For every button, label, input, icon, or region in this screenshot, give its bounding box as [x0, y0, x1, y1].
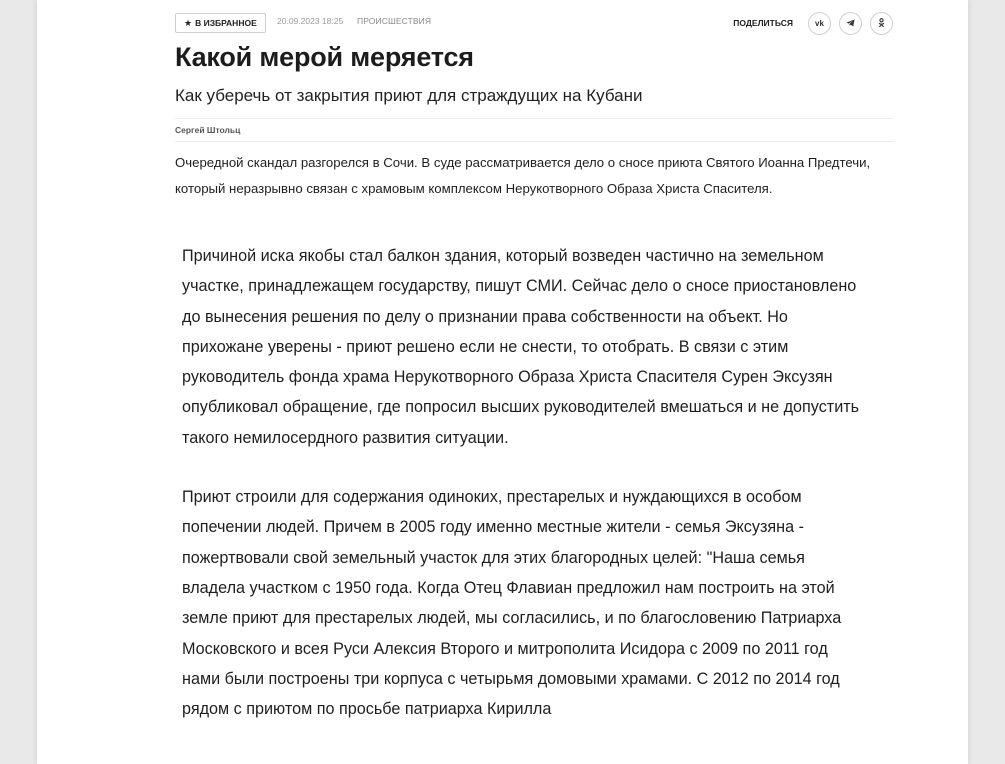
- favorites-label: В ИЗБРАННОЕ: [195, 18, 257, 28]
- share-block: [733, 11, 893, 35]
- vk-icon: vk: [815, 18, 824, 28]
- odnoklassniki-icon: [878, 18, 885, 28]
- article-paragraph: Приют строили для содержания одиноких, престарелых и нуждающихся в особом попечении людей. Причем в 2005 году именно местные жители - семья Эксузяна - пожертвовали свой земельный участок для этих благородных целей: "Наша семья владела участком с 1950 года. Когда Отец Флавиан предложил нам построить на этой земле приют для престарелых людей, мы согласились, и по благословению Патриарха Московского и всея Руси Алексия Второго и митрополита Исидора с 2009 по 2011 год нами были построены три корпуса с четырьмя домовыми храмами. С 2012 по 2014 год рядом с приютом по просьбе патриарха Кирилла: [182, 488, 842, 719]
- article-title: Какой мерой меряется: [175, 42, 474, 72]
- star-icon: ★: [184, 18, 193, 28]
- article-body: [182, 241, 862, 753]
- share-vk-button[interactable]: [808, 12, 831, 35]
- article-paragraph: Причиной иска якобы стал балкон здания, который возведен частично на земельном участке, принадлежащем государству, пишут СМИ. Сейчас дело о сносе приостановлено до вынесения решения по делу о признании права собственности на объект. Но прихожане уверены - приют решено если не снести, то отобрать. В связи с этим руководитель фонда храма Нерукотворного Образа Христа Спасителя Сурен Эксузян опубликовал обращение, где попросил высших руководителей вмешаться и не допустить такого немилосердного развития ситуации.: [182, 247, 860, 447]
- article-meta-bar: [175, 13, 893, 33]
- category-link[interactable]: ПРОИСШЕСТВИЯ: [357, 16, 432, 26]
- publish-date: 20.09.2023 18:25: [277, 16, 344, 26]
- article-page: [37, 0, 968, 764]
- telegram-icon: [846, 19, 855, 27]
- share-odnoklassniki-button[interactable]: [870, 12, 893, 35]
- share-label: ПОДЕЛИТЬСЯ: [733, 18, 793, 28]
- article-lead: Очередной скандал разгорелся в Сочи. В суде рассматривается дело о сносе приюта Святого Иоанна Предтечи, который неразрывно связан с храмовым комплексом Нерукотворного Образа Христа Спасителя.: [175, 155, 871, 196]
- divider: [175, 141, 893, 142]
- article-subtitle: Как уберечь от закрытия приют для страждущих на Кубани: [175, 86, 643, 105]
- add-to-favorites-button[interactable]: [175, 13, 266, 33]
- author-link[interactable]: Сергей Штольц: [175, 125, 241, 135]
- share-telegram-button[interactable]: [839, 12, 862, 35]
- divider: [175, 118, 893, 119]
